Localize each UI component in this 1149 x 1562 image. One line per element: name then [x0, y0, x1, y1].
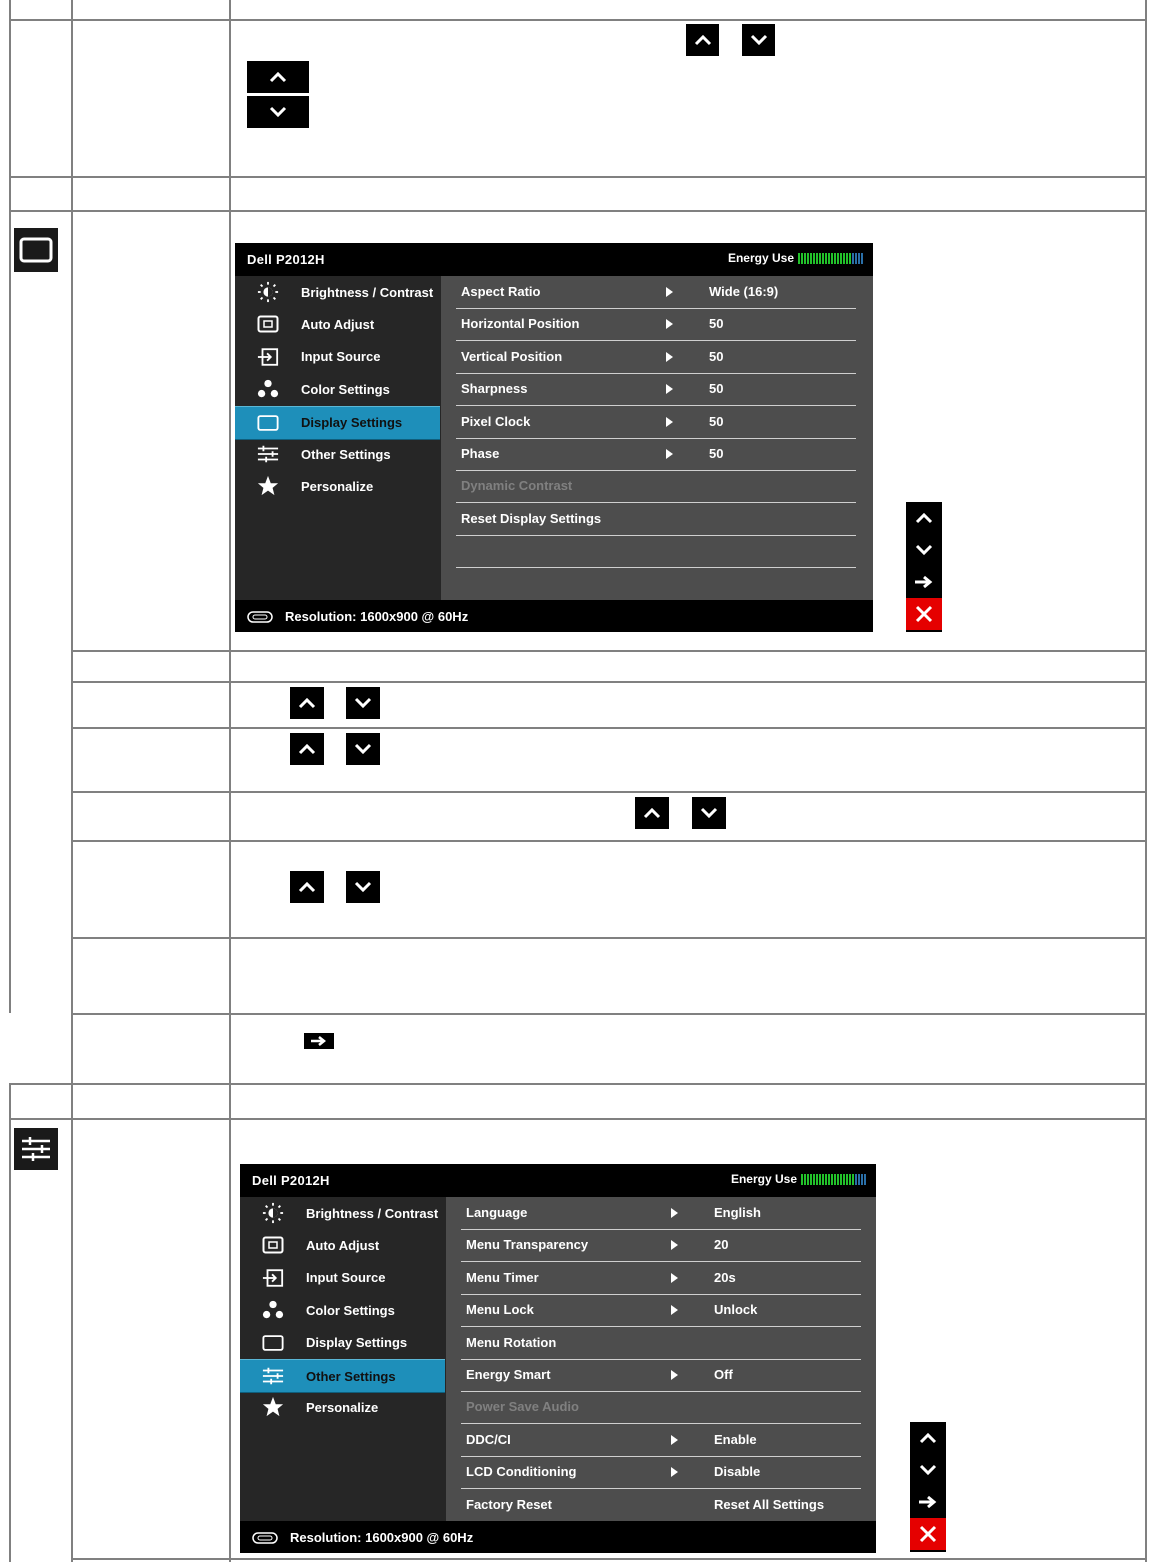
up-button-icon: [290, 871, 324, 903]
energy-segment: [864, 1174, 866, 1185]
energy-segment: [837, 1174, 839, 1185]
color-settings-icon: [262, 1299, 284, 1321]
col-divider: [9, 1083, 11, 1562]
osd-submenu-label: Vertical Position: [461, 348, 563, 364]
energy-segment: [861, 253, 863, 264]
osd-menu-item[interactable]: [240, 1359, 445, 1393]
energy-segment: [801, 253, 803, 264]
osd-main-menu: [235, 276, 441, 600]
osd-submenu-value: Wide (16:9): [709, 284, 779, 299]
color-settings-icon: [257, 378, 279, 400]
up-button-icon: [686, 24, 719, 56]
submenu-arrow-icon: [671, 1240, 678, 1250]
submenu-arrow-icon: [671, 1208, 678, 1218]
energy-segment: [840, 253, 842, 264]
energy-segment: [852, 1174, 854, 1185]
energy-segment: [807, 253, 809, 264]
osd-menu-item[interactable]: [235, 308, 441, 340]
personalize-star-icon: [262, 1396, 284, 1418]
osd-submenu-value: 50: [709, 381, 724, 397]
submenu-arrow-icon: [666, 319, 673, 329]
osd-menu-label: Other Settings: [306, 1368, 396, 1384]
vga-connector-icon: [245, 611, 275, 626]
osd-submenu-value: 50: [709, 446, 724, 461]
energy-label: Energy Use: [727, 251, 794, 265]
energy-bar: [798, 253, 863, 264]
osd-menu-label: Input Source: [301, 349, 381, 365]
up-key-icon: [906, 502, 942, 534]
row-divider: [72, 650, 1147, 652]
osd-submenu-item[interactable]: [456, 503, 856, 536]
energy-segment: [843, 253, 845, 264]
osd-menu-item[interactable]: [235, 276, 441, 308]
row-divider: [72, 727, 1147, 729]
osd-menu-item[interactable]: [240, 1391, 446, 1423]
energy-segment: [825, 253, 827, 264]
submenu-arrow-icon: [671, 1467, 678, 1477]
energy-segment: [834, 253, 836, 264]
down-button-icon: [346, 871, 380, 903]
osd-submenu-item[interactable]: [461, 1294, 861, 1327]
energy-segment: [816, 1174, 818, 1185]
osd-menu-item[interactable]: [240, 1327, 446, 1359]
energy-segment: [798, 253, 800, 264]
energy-segment: [810, 253, 812, 264]
energy-segment: [855, 1174, 857, 1185]
osd-submenu-label: Menu Timer: [466, 1269, 539, 1285]
osd-menu-item[interactable]: [235, 406, 440, 440]
osd-submenu-label: Menu Transparency: [466, 1237, 589, 1253]
osd-submenu-item[interactable]: [461, 1327, 861, 1360]
col-divider: [229, 0, 231, 1562]
osd-submenu-value: 20: [714, 1237, 729, 1253]
osd-submenu-label: Factory Reset: [466, 1496, 552, 1512]
down-button-icon: [346, 733, 380, 765]
osd-submenu-item[interactable]: [456, 406, 856, 439]
energy-segment: [855, 253, 857, 264]
energy-bar: [801, 1174, 866, 1185]
up-button-icon: [635, 797, 669, 829]
osd-submenu-item[interactable]: [461, 1391, 861, 1424]
energy-segment: [828, 253, 830, 264]
display-settings-icon: [262, 1332, 284, 1354]
osd-submenu-item[interactable]: [456, 373, 856, 406]
exit-key-icon: [906, 598, 942, 630]
enter-key-icon: [910, 1486, 946, 1518]
row-divider: [72, 1013, 1147, 1015]
osd-submenu-label: Power Save Audio: [466, 1399, 579, 1415]
osd-submenu-label: Menu Rotation: [466, 1334, 557, 1350]
energy-segment: [834, 1174, 836, 1185]
osd-menu-item[interactable]: [235, 373, 441, 405]
energy-segment: [858, 253, 860, 264]
osd-title: Dell P2012H: [252, 1173, 330, 1188]
osd-submenu-item[interactable]: [461, 1359, 861, 1392]
energy-segment: [852, 253, 854, 264]
osd-display-settings: [235, 243, 873, 632]
osd-submenu-item[interactable]: [456, 308, 856, 341]
osd-menu-item[interactable]: [235, 438, 441, 470]
osd-submenu-label: Phase: [461, 446, 500, 461]
osd-menu-label: Other Settings: [301, 446, 391, 462]
row-divider: [72, 791, 1147, 793]
osd-menu-item[interactable]: [235, 470, 441, 502]
enter-key-icon: [906, 566, 942, 598]
osd-menu-label: Input Source: [306, 1270, 386, 1286]
osd-submenu-value: Disable: [714, 1464, 761, 1480]
col-divider: [1145, 0, 1147, 1562]
energy-segment: [825, 1174, 827, 1185]
down-button-icon: [346, 687, 380, 719]
osd-title-bar: [235, 243, 873, 276]
osd-submenu-label: Language: [466, 1205, 528, 1220]
energy-segment: [837, 253, 839, 264]
submenu-arrow-icon: [666, 417, 673, 427]
osd-navigation-keys: [910, 1422, 946, 1552]
osd-submenu-item[interactable]: [456, 276, 856, 309]
osd-menu-label: Color Settings: [301, 381, 390, 397]
energy-segment: [801, 1174, 803, 1185]
input-source-icon: [257, 346, 279, 368]
display-settings-section-icon: [14, 228, 58, 272]
row-divider: [72, 840, 1147, 842]
down-key-icon: [906, 534, 942, 566]
energy-meter: [728, 251, 863, 265]
osd-submenu-item[interactable]: [461, 1424, 861, 1457]
osd-submenu-item[interactable]: [461, 1229, 861, 1262]
energy-segment: [858, 1174, 860, 1185]
row-divider: [9, 1118, 1147, 1120]
up-key-icon: [910, 1422, 946, 1454]
osd-title-bar: [240, 1164, 876, 1197]
osd-footer: [235, 600, 873, 632]
energy-segment: [819, 253, 821, 264]
row-divider: [72, 1558, 1147, 1560]
osd-menu-item[interactable]: [240, 1262, 446, 1294]
osd-submenu-label: Sharpness: [461, 381, 528, 397]
osd-menu-label: Display Settings: [306, 1335, 408, 1351]
osd-submenu-label: DDC/CI: [466, 1431, 511, 1447]
energy-segment: [816, 253, 818, 264]
energy-segment: [846, 1174, 848, 1185]
osd-submenu: [446, 1197, 876, 1521]
brightness-icon: [262, 1202, 284, 1224]
submenu-arrow-icon: [666, 384, 673, 394]
energy-meter: [731, 1172, 866, 1186]
submenu-arrow-icon: [671, 1273, 678, 1283]
row-divider: [9, 210, 1147, 212]
osd-submenu-item[interactable]: [461, 1489, 861, 1522]
osd-submenu-value: 50: [709, 316, 724, 332]
osd-footer: [240, 1521, 876, 1553]
brightness-icon: [257, 281, 279, 303]
energy-segment: [831, 1174, 833, 1185]
osd-submenu-value: 20s: [714, 1269, 736, 1285]
osd-menu-item[interactable]: [240, 1229, 446, 1261]
other-settings-icon: [257, 443, 279, 465]
osd-submenu-label: Menu Lock: [466, 1302, 534, 1318]
energy-label: Energy Use: [730, 1172, 797, 1186]
osd-menu-item[interactable]: [240, 1294, 446, 1326]
osd-menu-label: Brightness / Contrast: [306, 1205, 439, 1221]
row-divider: [72, 937, 1147, 939]
energy-segment: [804, 253, 806, 264]
osd-submenu-item[interactable]: [456, 535, 856, 568]
col-divider: [71, 650, 73, 1562]
osd-submenu-value: Unlock: [714, 1302, 758, 1318]
osd-submenu-label: LCD Conditioning: [466, 1464, 577, 1480]
resolution-text: Resolution: 1600x900 @ 60Hz: [285, 609, 469, 624]
osd-submenu-item[interactable]: [456, 438, 856, 471]
resolution-text: Resolution: 1600x900 @ 60Hz: [290, 1530, 474, 1545]
osd-submenu-value: Reset All Settings: [714, 1496, 825, 1512]
energy-segment: [861, 1174, 863, 1185]
osd-submenu-label: Energy Smart: [466, 1367, 551, 1382]
row-divider: [9, 176, 1147, 178]
down-key-icon: [910, 1454, 946, 1486]
input-source-icon: [262, 1267, 284, 1289]
osd-submenu-value: Off: [714, 1367, 733, 1382]
personalize-star-icon: [257, 475, 279, 497]
submenu-arrow-icon: [666, 449, 673, 459]
osd-menu-label: Auto Adjust: [306, 1237, 380, 1253]
submenu-arrow-icon: [671, 1370, 678, 1380]
enter-arrow-button-icon: [304, 1033, 334, 1049]
energy-segment: [846, 253, 848, 264]
osd-menu-label: Personalize: [306, 1399, 379, 1415]
submenu-arrow-icon: [671, 1435, 678, 1445]
energy-segment: [849, 253, 851, 264]
osd-menu-label: Color Settings: [306, 1302, 395, 1318]
energy-segment: [849, 1174, 851, 1185]
vga-connector-icon: [250, 1532, 280, 1547]
osd-navigation-keys: [906, 502, 942, 632]
osd-menu-label: Brightness / Contrast: [301, 284, 434, 300]
energy-segment: [843, 1174, 845, 1185]
exit-key-icon: [910, 1518, 946, 1550]
submenu-arrow-icon: [666, 352, 673, 362]
osd-submenu-item[interactable]: [461, 1456, 861, 1489]
osd-other-settings: [240, 1164, 876, 1553]
energy-segment: [819, 1174, 821, 1185]
osd-submenu-item[interactable]: [461, 1262, 861, 1295]
osd-submenu-label: Dynamic Contrast: [461, 478, 573, 494]
osd-submenu-item[interactable]: [461, 1197, 861, 1230]
energy-segment: [822, 1174, 824, 1185]
down-button-icon: [247, 96, 309, 128]
row-divider: [9, 1083, 1147, 1085]
osd-main-menu: [240, 1197, 446, 1521]
osd-submenu: [441, 276, 873, 600]
up-button-icon: [247, 61, 309, 93]
up-button-icon: [290, 687, 324, 719]
osd-menu-item[interactable]: [240, 1197, 446, 1229]
osd-submenu-label: Horizontal Position: [461, 316, 580, 332]
auto-adjust-icon: [262, 1234, 284, 1256]
other-settings-icon: [262, 1365, 284, 1387]
osd-submenu-value: English: [714, 1205, 761, 1220]
energy-segment: [810, 1174, 812, 1185]
energy-segment: [828, 1174, 830, 1185]
osd-menu-item[interactable]: [235, 341, 441, 373]
row-divider: [9, 19, 1147, 21]
submenu-arrow-icon: [671, 1305, 678, 1315]
other-settings-section-icon: [14, 1128, 58, 1170]
osd-menu-label: Personalize: [301, 478, 374, 494]
osd-submenu-value: 50: [709, 413, 724, 429]
energy-segment: [831, 253, 833, 264]
down-button-icon: [692, 797, 726, 829]
display-settings-icon: [257, 412, 279, 434]
osd-submenu-item[interactable]: [456, 341, 856, 374]
osd-title: Dell P2012H: [247, 252, 325, 267]
up-button-icon: [290, 733, 324, 765]
submenu-arrow-icon: [666, 287, 673, 297]
energy-segment: [822, 253, 824, 264]
energy-segment: [804, 1174, 806, 1185]
col-divider: [9, 0, 11, 1013]
osd-menu-label: Display Settings: [301, 415, 403, 431]
auto-adjust-icon: [257, 313, 279, 335]
energy-segment: [807, 1174, 809, 1185]
down-button-icon: [742, 24, 775, 56]
osd-submenu-label: Aspect Ratio: [461, 284, 541, 299]
osd-submenu-item[interactable]: [456, 470, 856, 503]
row-divider: [72, 681, 1147, 683]
osd-submenu-label: Pixel Clock: [461, 413, 531, 429]
osd-submenu-value: 50: [709, 348, 724, 364]
energy-segment: [840, 1174, 842, 1185]
osd-submenu-value: Enable: [714, 1431, 757, 1447]
col-divider: [71, 0, 73, 650]
energy-segment: [813, 253, 815, 264]
osd-submenu-label: Reset Display Settings: [461, 510, 602, 526]
energy-segment: [813, 1174, 815, 1185]
osd-menu-label: Auto Adjust: [301, 316, 375, 332]
